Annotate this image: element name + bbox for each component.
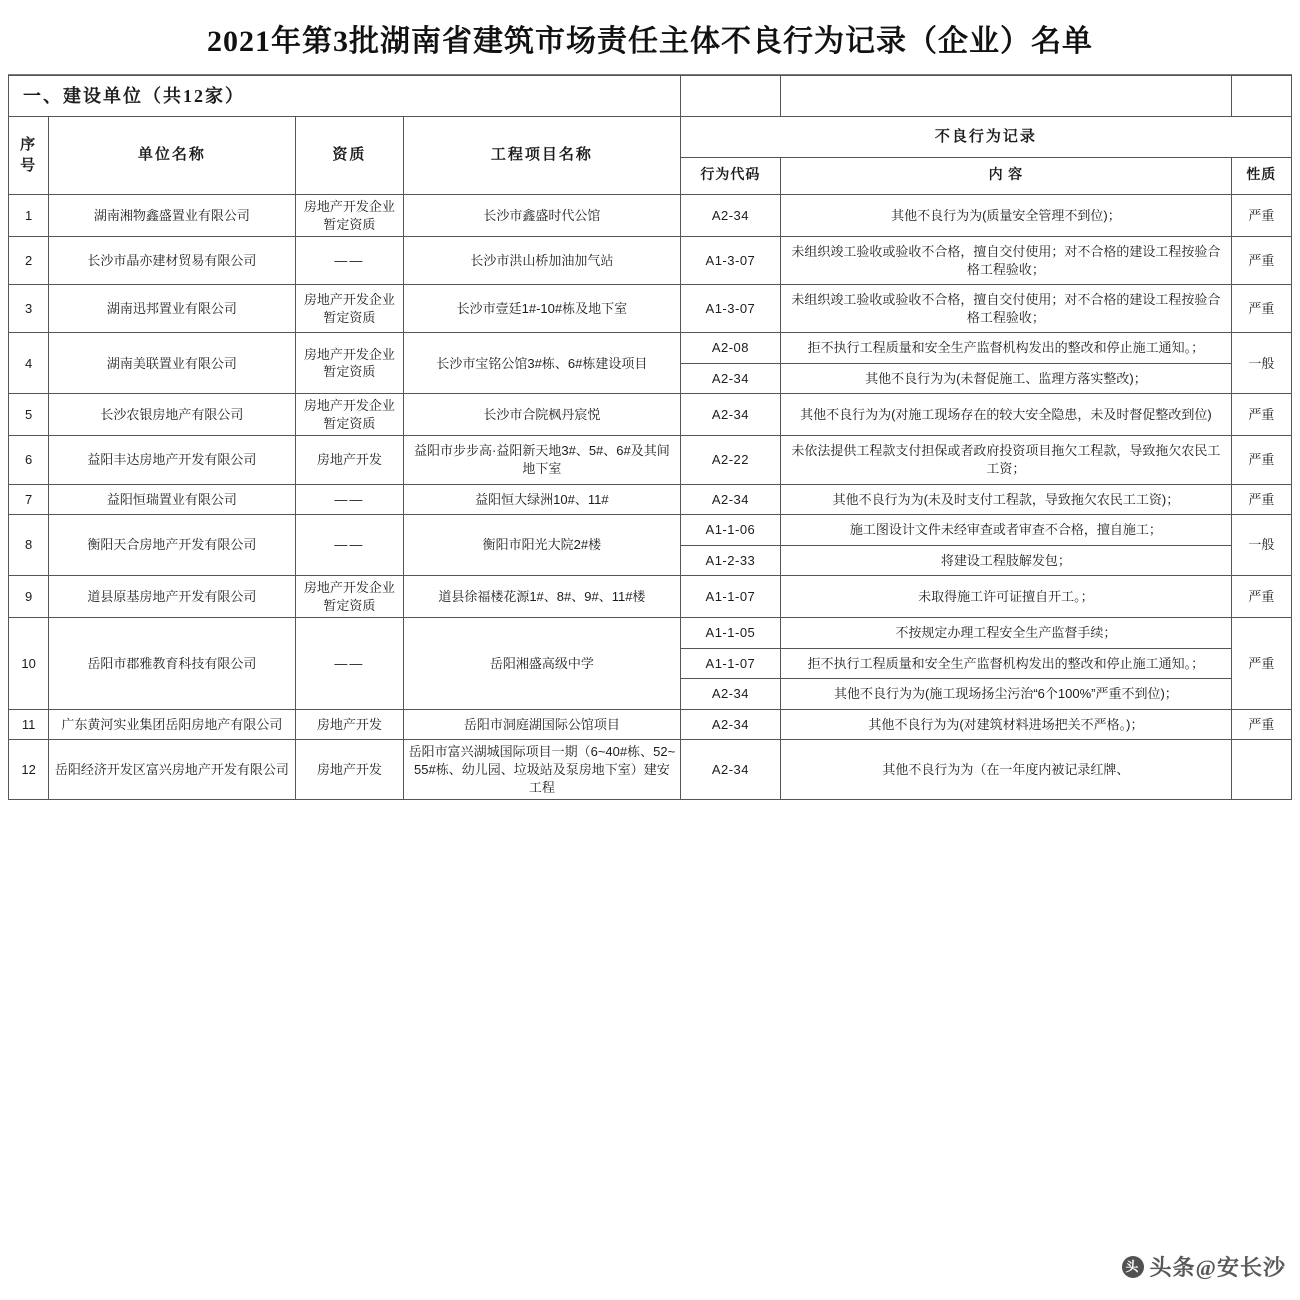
table-row: [9, 394, 1292, 436]
cell-unit-name: 长沙市晶亦建材贸易有限公司: [49, 237, 295, 285]
cell-content: 其他不良行为为(施工现场扬尘污治“6个100%”严重不到位)；: [781, 679, 1231, 710]
cell-nature: 严重: [1231, 618, 1291, 710]
page-title: 2021年第3批湖南省建筑市场责任主体不良行为记录（企业）名单: [207, 25, 1093, 58]
cell-unit-name: 衡阳天合房地产开发有限公司: [49, 515, 295, 576]
header-record-group: 不良行为记录: [680, 117, 1291, 158]
cell-content: 施工图设计文件未经审查或者审查不合格，擅自施工；: [781, 515, 1231, 546]
cell-no: 7: [9, 484, 49, 515]
cell-no: 2: [9, 237, 49, 285]
cell-qualification: ——: [295, 237, 404, 285]
table-row: [9, 515, 1292, 546]
cell-nature: 严重: [1231, 195, 1291, 237]
cell-project-name: 岳阳市富兴湖城国际项目一期（6~40#栋、52~55#栋、幼儿园、垃圾站及泵房地下室）建安工程: [404, 740, 681, 800]
cell-content: 其他不良行为为(对建筑材料进场把关不严格。)；: [781, 709, 1231, 740]
cell-unit-name: 湖南湘物鑫盛置业有限公司: [49, 195, 295, 237]
cell-nature: 严重: [1231, 576, 1291, 618]
table-row: [9, 333, 1292, 364]
header-content: 内 容: [781, 158, 1231, 195]
cell-qualification: 房地产开发企业暂定资质: [295, 195, 404, 237]
table-row: [9, 709, 1292, 740]
cell-content: 未组织竣工验收或验收不合格，擅自交付使用；对不合格的建设工程按验合格工程验收；: [781, 285, 1231, 333]
table-row: [9, 285, 1292, 333]
cell-qualification: 房地产开发企业暂定资质: [295, 576, 404, 618]
cell-no: 8: [9, 515, 49, 576]
cell-behavior-code: A2-34: [680, 679, 781, 710]
section-blank-1: [680, 76, 781, 117]
cell-no: 5: [9, 394, 49, 436]
cell-behavior-code: A1-2-33: [680, 545, 781, 576]
cell-project-name: 长沙市合院枫丹宸悦: [404, 394, 681, 436]
headline-icon: 头: [1122, 1256, 1144, 1278]
header-behavior-code: 行为代码: [680, 158, 781, 195]
cell-project-name: 道县徐福楼花源1#、8#、9#、11#楼: [404, 576, 681, 618]
cell-content: 拒不执行工程质量和安全生产监督机构发出的整改和停止施工通知。；: [781, 648, 1231, 679]
cell-project-name: 长沙市宝铭公馆3#栋、6#栋建设项目: [404, 333, 681, 394]
cell-nature: 严重: [1231, 285, 1291, 333]
cell-project-name: 长沙市洪山桥加油加气站: [404, 237, 681, 285]
header-unit-name: 单位名称: [49, 117, 295, 195]
table-row: [9, 484, 1292, 515]
table-header-row: [9, 117, 1292, 158]
table-row: [9, 576, 1292, 618]
cell-content: 将建设工程肢解发包；: [781, 545, 1231, 576]
cell-unit-name: 益阳丰达房地产开发有限公司: [49, 436, 295, 484]
cell-project-name: 衡阳市阳光大院2#楼: [404, 515, 681, 576]
header-nature: 性质: [1231, 158, 1291, 195]
cell-content: 未组织竣工验收或验收不合格，擅自交付使用；对不合格的建设工程按验合格工程验收；: [781, 237, 1231, 285]
table-row: [9, 618, 1292, 649]
table-row: [9, 195, 1292, 237]
cell-behavior-code: A1-1-07: [680, 576, 781, 618]
cell-behavior-code: A1-1-06: [680, 515, 781, 546]
cell-content: 未依法提供工程款支付担保或者政府投资项目拖欠工程款，导致拖欠农民工工资；: [781, 436, 1231, 484]
cell-behavior-code: A1-3-07: [680, 237, 781, 285]
cell-behavior-code: A2-08: [680, 333, 781, 364]
cell-project-name: 益阳恒大绿洲10#、11#: [404, 484, 681, 515]
header-no: 序号: [9, 117, 49, 195]
cell-project-name: 益阳市步步高·益阳新天地3#、5#、6#及其间地下室: [404, 436, 681, 484]
cell-qualification: ——: [295, 484, 404, 515]
cell-content: 未取得施工许可证擅自开工。；: [781, 576, 1231, 618]
cell-project-name: 长沙市鑫盛时代公馆: [404, 195, 681, 237]
cell-qualification: ——: [295, 515, 404, 576]
section-blank-3: [1231, 76, 1291, 117]
cell-unit-name: 湖南迅邦置业有限公司: [49, 285, 295, 333]
cell-qualification: ——: [295, 618, 404, 710]
cell-behavior-code: A1-1-07: [680, 648, 781, 679]
cell-unit-name: 广东黄河实业集团岳阳房地产有限公司: [49, 709, 295, 740]
cell-behavior-code: A2-34: [680, 394, 781, 436]
cell-content: 其他不良行为为(未督促施工、监理方落实整改)；: [781, 363, 1231, 394]
section-header-row: [9, 76, 1292, 117]
cell-qualification: 房地产开发: [295, 709, 404, 740]
cell-behavior-code: A1-1-05: [680, 618, 781, 649]
table-row: [9, 436, 1292, 484]
bad-behavior-table: [8, 75, 1292, 800]
header-qualification: 资质: [295, 117, 404, 195]
watermark-text: 头条@安长沙: [1149, 1255, 1286, 1280]
cell-no: 4: [9, 333, 49, 394]
cell-qualification: 房地产开发: [295, 436, 404, 484]
cell-content: 其他不良行为为（在一年度内被记录红牌、: [781, 740, 1231, 800]
cell-behavior-code: A2-34: [680, 195, 781, 237]
cell-nature: 一般: [1231, 333, 1291, 394]
cell-qualification: 房地产开发: [295, 740, 404, 800]
cell-nature: 严重: [1231, 394, 1291, 436]
cell-nature: 严重: [1231, 709, 1291, 740]
cell-unit-name: 岳阳市郡雅教育科技有限公司: [49, 618, 295, 710]
cell-unit-name: 益阳恒瑞置业有限公司: [49, 484, 295, 515]
cell-no: 10: [9, 618, 49, 710]
cell-no: 6: [9, 436, 49, 484]
cell-nature: 一般: [1231, 515, 1291, 576]
cell-nature: 严重: [1231, 484, 1291, 515]
section-blank-2: [781, 76, 1231, 117]
cell-content: 拒不执行工程质量和安全生产监督机构发出的整改和停止施工通知。；: [781, 333, 1231, 364]
cell-behavior-code: A2-22: [680, 436, 781, 484]
cell-qualification: 房地产开发企业暂定资质: [295, 333, 404, 394]
header-project-name: 工程项目名称: [404, 117, 681, 195]
cell-behavior-code: A2-34: [680, 709, 781, 740]
cell-no: 1: [9, 195, 49, 237]
cell-nature: [1231, 740, 1291, 800]
cell-no: 12: [9, 740, 49, 800]
table-row: [9, 237, 1292, 285]
cell-content: 其他不良行为为(对施工现场存在的较大安全隐患，未及时督促整改到位): [781, 394, 1231, 436]
cell-project-name: 长沙市壹廷1#-10#栋及地下室: [404, 285, 681, 333]
cell-project-name: 岳阳市洞庭湖国际公馆项目: [404, 709, 681, 740]
cell-no: 3: [9, 285, 49, 333]
cell-no: 9: [9, 576, 49, 618]
cell-behavior-code: A2-34: [680, 740, 781, 800]
cell-content: 不按规定办理工程安全生产监督手续；: [781, 618, 1231, 649]
section-title: 一、建设单位（共12家）: [9, 76, 681, 117]
cell-behavior-code: A1-3-07: [680, 285, 781, 333]
cell-nature: 严重: [1231, 237, 1291, 285]
cell-content: 其他不良行为为(未及时支付工程款，导致拖欠农民工工资)；: [781, 484, 1231, 515]
cell-unit-name: 道县原基房地产开发有限公司: [49, 576, 295, 618]
cell-no: 11: [9, 709, 49, 740]
cell-unit-name: 岳阳经济开发区富兴房地产开发有限公司: [49, 740, 295, 800]
cell-behavior-code: A2-34: [680, 484, 781, 515]
table-row: [9, 740, 1292, 800]
cell-content: 其他不良行为为(质量安全管理不到位)；: [781, 195, 1231, 237]
cell-qualification: 房地产开发企业暂定资质: [295, 394, 404, 436]
cell-unit-name: 湖南美联置业有限公司: [49, 333, 295, 394]
cell-qualification: 房地产开发企业暂定资质: [295, 285, 404, 333]
cell-behavior-code: A2-34: [680, 363, 781, 394]
cell-nature: 严重: [1231, 436, 1291, 484]
watermark: [1122, 1251, 1286, 1282]
cell-unit-name: 长沙农银房地产有限公司: [49, 394, 295, 436]
cell-project-name: 岳阳湘盛高级中学: [404, 618, 681, 710]
